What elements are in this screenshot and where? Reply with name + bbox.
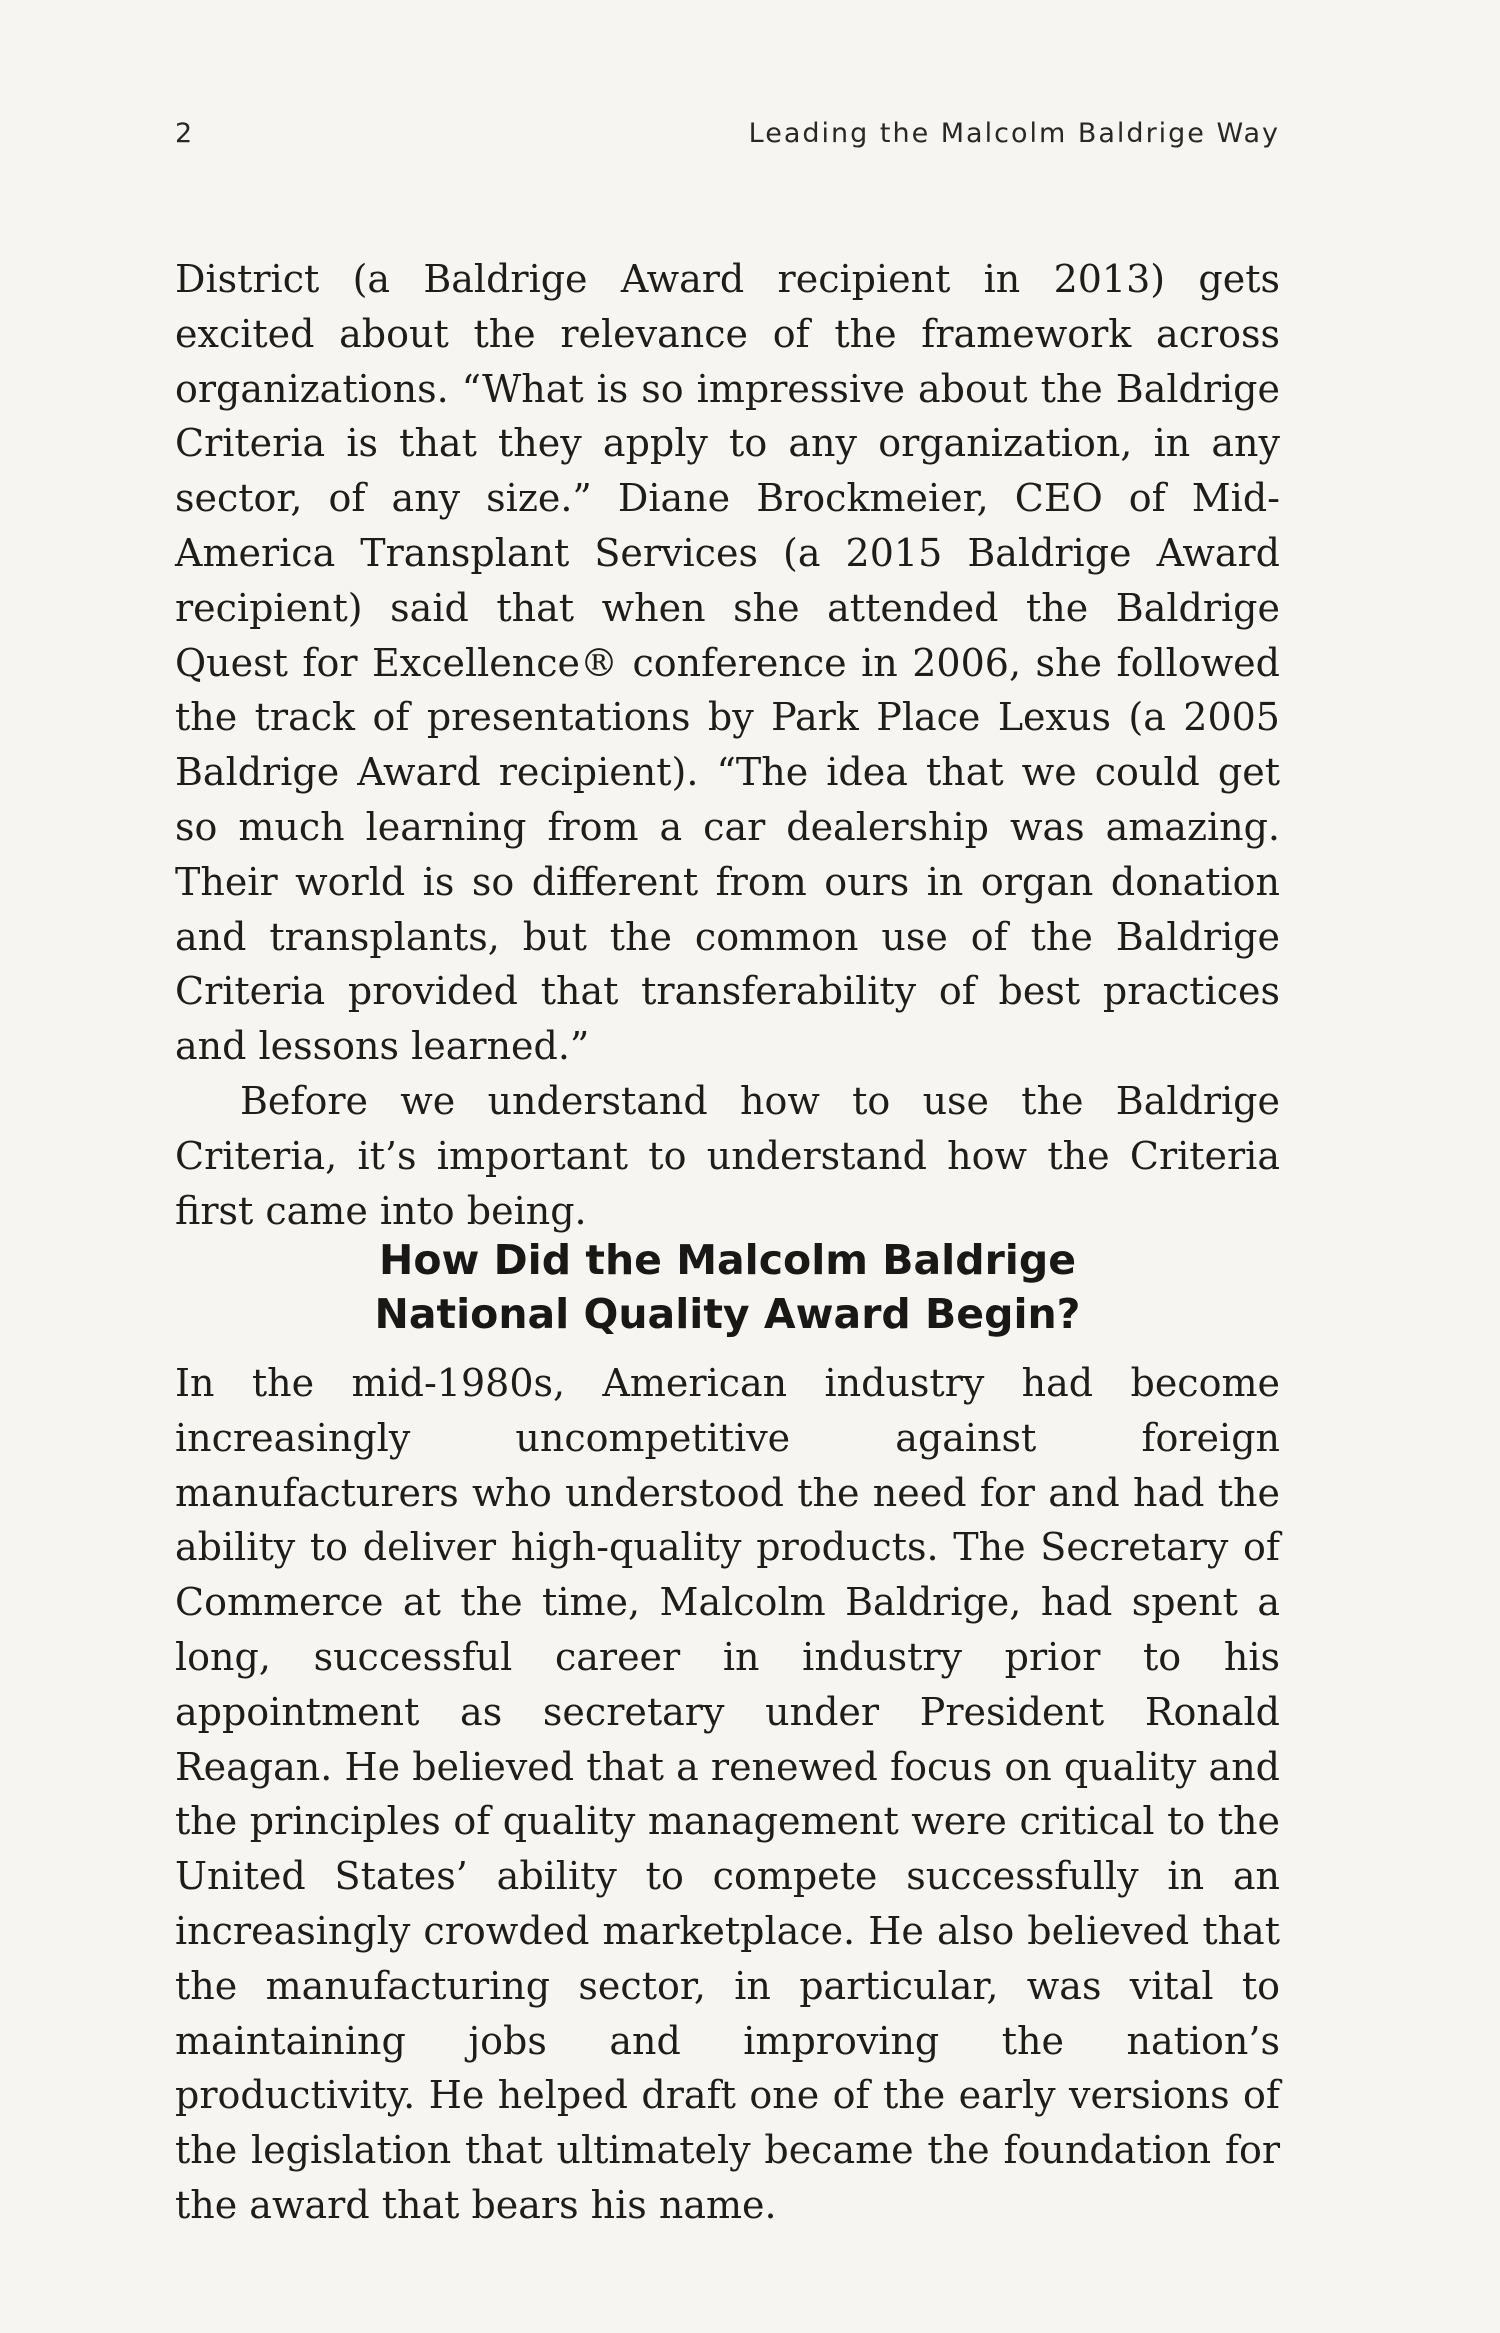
body-text-bottom bbox=[175, 1356, 1280, 2233]
book-title: Leading the Malcolm Baldrige Way bbox=[748, 118, 1280, 149]
section-heading bbox=[175, 1233, 1280, 1341]
paragraph: District (a Baldrige Award recipient in 2013) gets excited about the relevance of the framework across organizations. “What is so impressive about the Baldrige Criteria is that they apply to any organization, in any sector, of any size.” Diane Brockmeier, CEO of Mid-America Transplant Services (a 2015 Baldrige Award recipient) said that when she attended the Baldrige Quest for Excellence® conference in 2006, she followed the track of presentations by Park Place Lexus (a 2005 Baldrige Award recipient). “The idea that we could get so much learning from a car dealership was amazing. Their world is so different from ours in organ donation and transplants, but the common use of the Baldrige Criteria provided that transferability of best practices and lessons learned.” bbox=[175, 257, 1280, 1069]
page-number: 2 bbox=[175, 118, 195, 149]
section-heading-line-1: How Did the Malcolm Baldrige bbox=[379, 1236, 1076, 1284]
body-text-top bbox=[175, 252, 1280, 1238]
paragraph: Before we understand how to use the Baldrige Criteria, it’s important to understand how the Criteria first came into being. bbox=[175, 1078, 1280, 1233]
section-heading-line-2: National Quality Award Begin? bbox=[374, 1290, 1081, 1338]
running-header bbox=[175, 118, 1280, 168]
paragraph: In the mid-1980s, American industry had become increasingly uncompetitive against foreign manufacturers who understood the need for and had the ability to deliver high-quality products. The Secretary of Commerce at the time, Malcolm Baldrige, had spent a long, successful career in industry prior to his appointment as secretary under President Ronald Reagan. He believed that a renewed focus on quality and the principles of quality management were critical to the United States’ ability to compete successfully in an increasingly crowded marketplace. He also believed that the manufacturing sector, in particular, was vital to maintaining jobs and improving the nation’s productivity. He helped draft one of the early versions of the legislation that ultimately became the foundation for the award that bears his name. bbox=[175, 1361, 1280, 2227]
